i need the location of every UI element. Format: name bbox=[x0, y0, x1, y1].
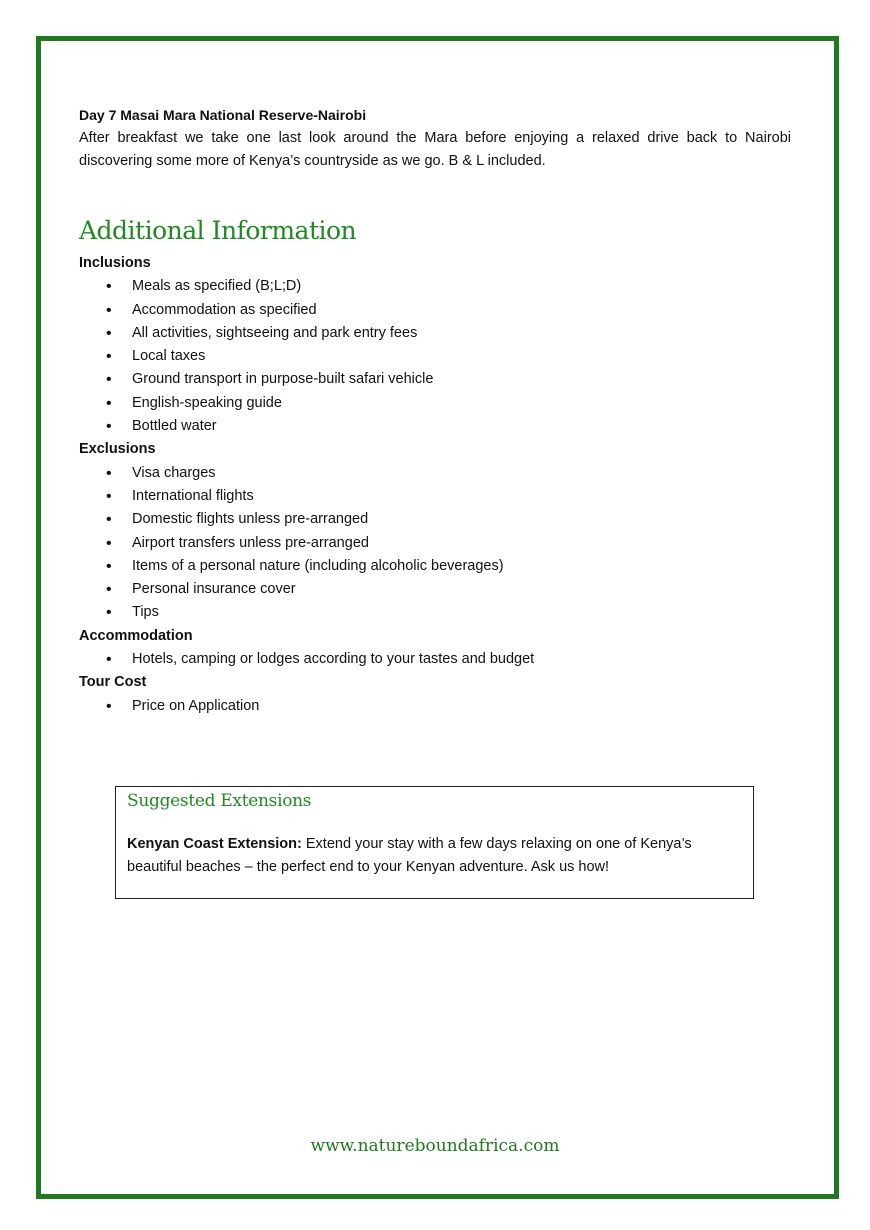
list-item: • English-speaking guide bbox=[79, 392, 791, 415]
list-item: • Ground transport in purpose-built safari vehicle bbox=[79, 368, 791, 391]
day7-title: Day 7 Masai Mara National Reserve-Nairobi bbox=[79, 107, 367, 123]
day7-description: After breakfast we take one last look around the Mara before enjoying a relaxed drive back to Nairobi discovering some more of Kenya’s countryside as we go. B & L included. bbox=[79, 130, 791, 169]
exclusions-list bbox=[79, 462, 791, 625]
exclusions-heading: Exclusions bbox=[79, 441, 156, 458]
accommodation-heading: Accommodation bbox=[79, 627, 193, 644]
accommodation-list bbox=[79, 648, 791, 671]
suggested-extensions-box bbox=[115, 786, 754, 899]
list-item: • Airport transfers unless pre-arranged bbox=[79, 532, 791, 555]
day7-section bbox=[79, 104, 791, 173]
tour-cost-heading: Tour Cost bbox=[79, 674, 147, 691]
list-item: • Accommodation as specified bbox=[79, 299, 791, 322]
footer-website-url: www.natureboundafrica.com bbox=[310, 1136, 560, 1156]
extension-label: Kenyan Coast Extension: bbox=[127, 836, 302, 852]
inclusions-heading: Inclusions bbox=[79, 255, 151, 271]
list-item: • Items of a personal nature (including alcoholic beverages) bbox=[79, 555, 791, 578]
list-item: • Personal insurance cover bbox=[79, 578, 791, 601]
additional-info-lists bbox=[79, 252, 791, 718]
inclusions-list bbox=[79, 275, 791, 438]
list-item: • Domestic flights unless pre-arranged bbox=[79, 508, 791, 531]
list-item: • Price on Application bbox=[79, 695, 791, 718]
list-item: • Visa charges bbox=[79, 462, 791, 485]
list-item: • Tips bbox=[79, 601, 791, 624]
list-item: • Local taxes bbox=[79, 345, 791, 368]
suggested-extensions-title: Suggested Extensions bbox=[127, 791, 312, 811]
tour-cost-list bbox=[79, 695, 791, 718]
extension-text: Extend your stay with a few days relaxing on one of Kenya’s beautiful beaches – the perfect end to your Kenyan adventure. Ask us how! bbox=[127, 836, 692, 875]
list-item: • Meals as specified (B;L;D) bbox=[79, 275, 791, 298]
list-item: • Bottled water bbox=[79, 415, 791, 438]
list-item: • Hotels, camping or lodges according to your tastes and budget bbox=[79, 648, 791, 671]
list-item: • International flights bbox=[79, 485, 791, 508]
extension-description bbox=[127, 833, 727, 879]
additional-info-title: Additional Information bbox=[79, 216, 357, 245]
list-item: • All activities, sightseeing and park entry fees bbox=[79, 322, 791, 345]
